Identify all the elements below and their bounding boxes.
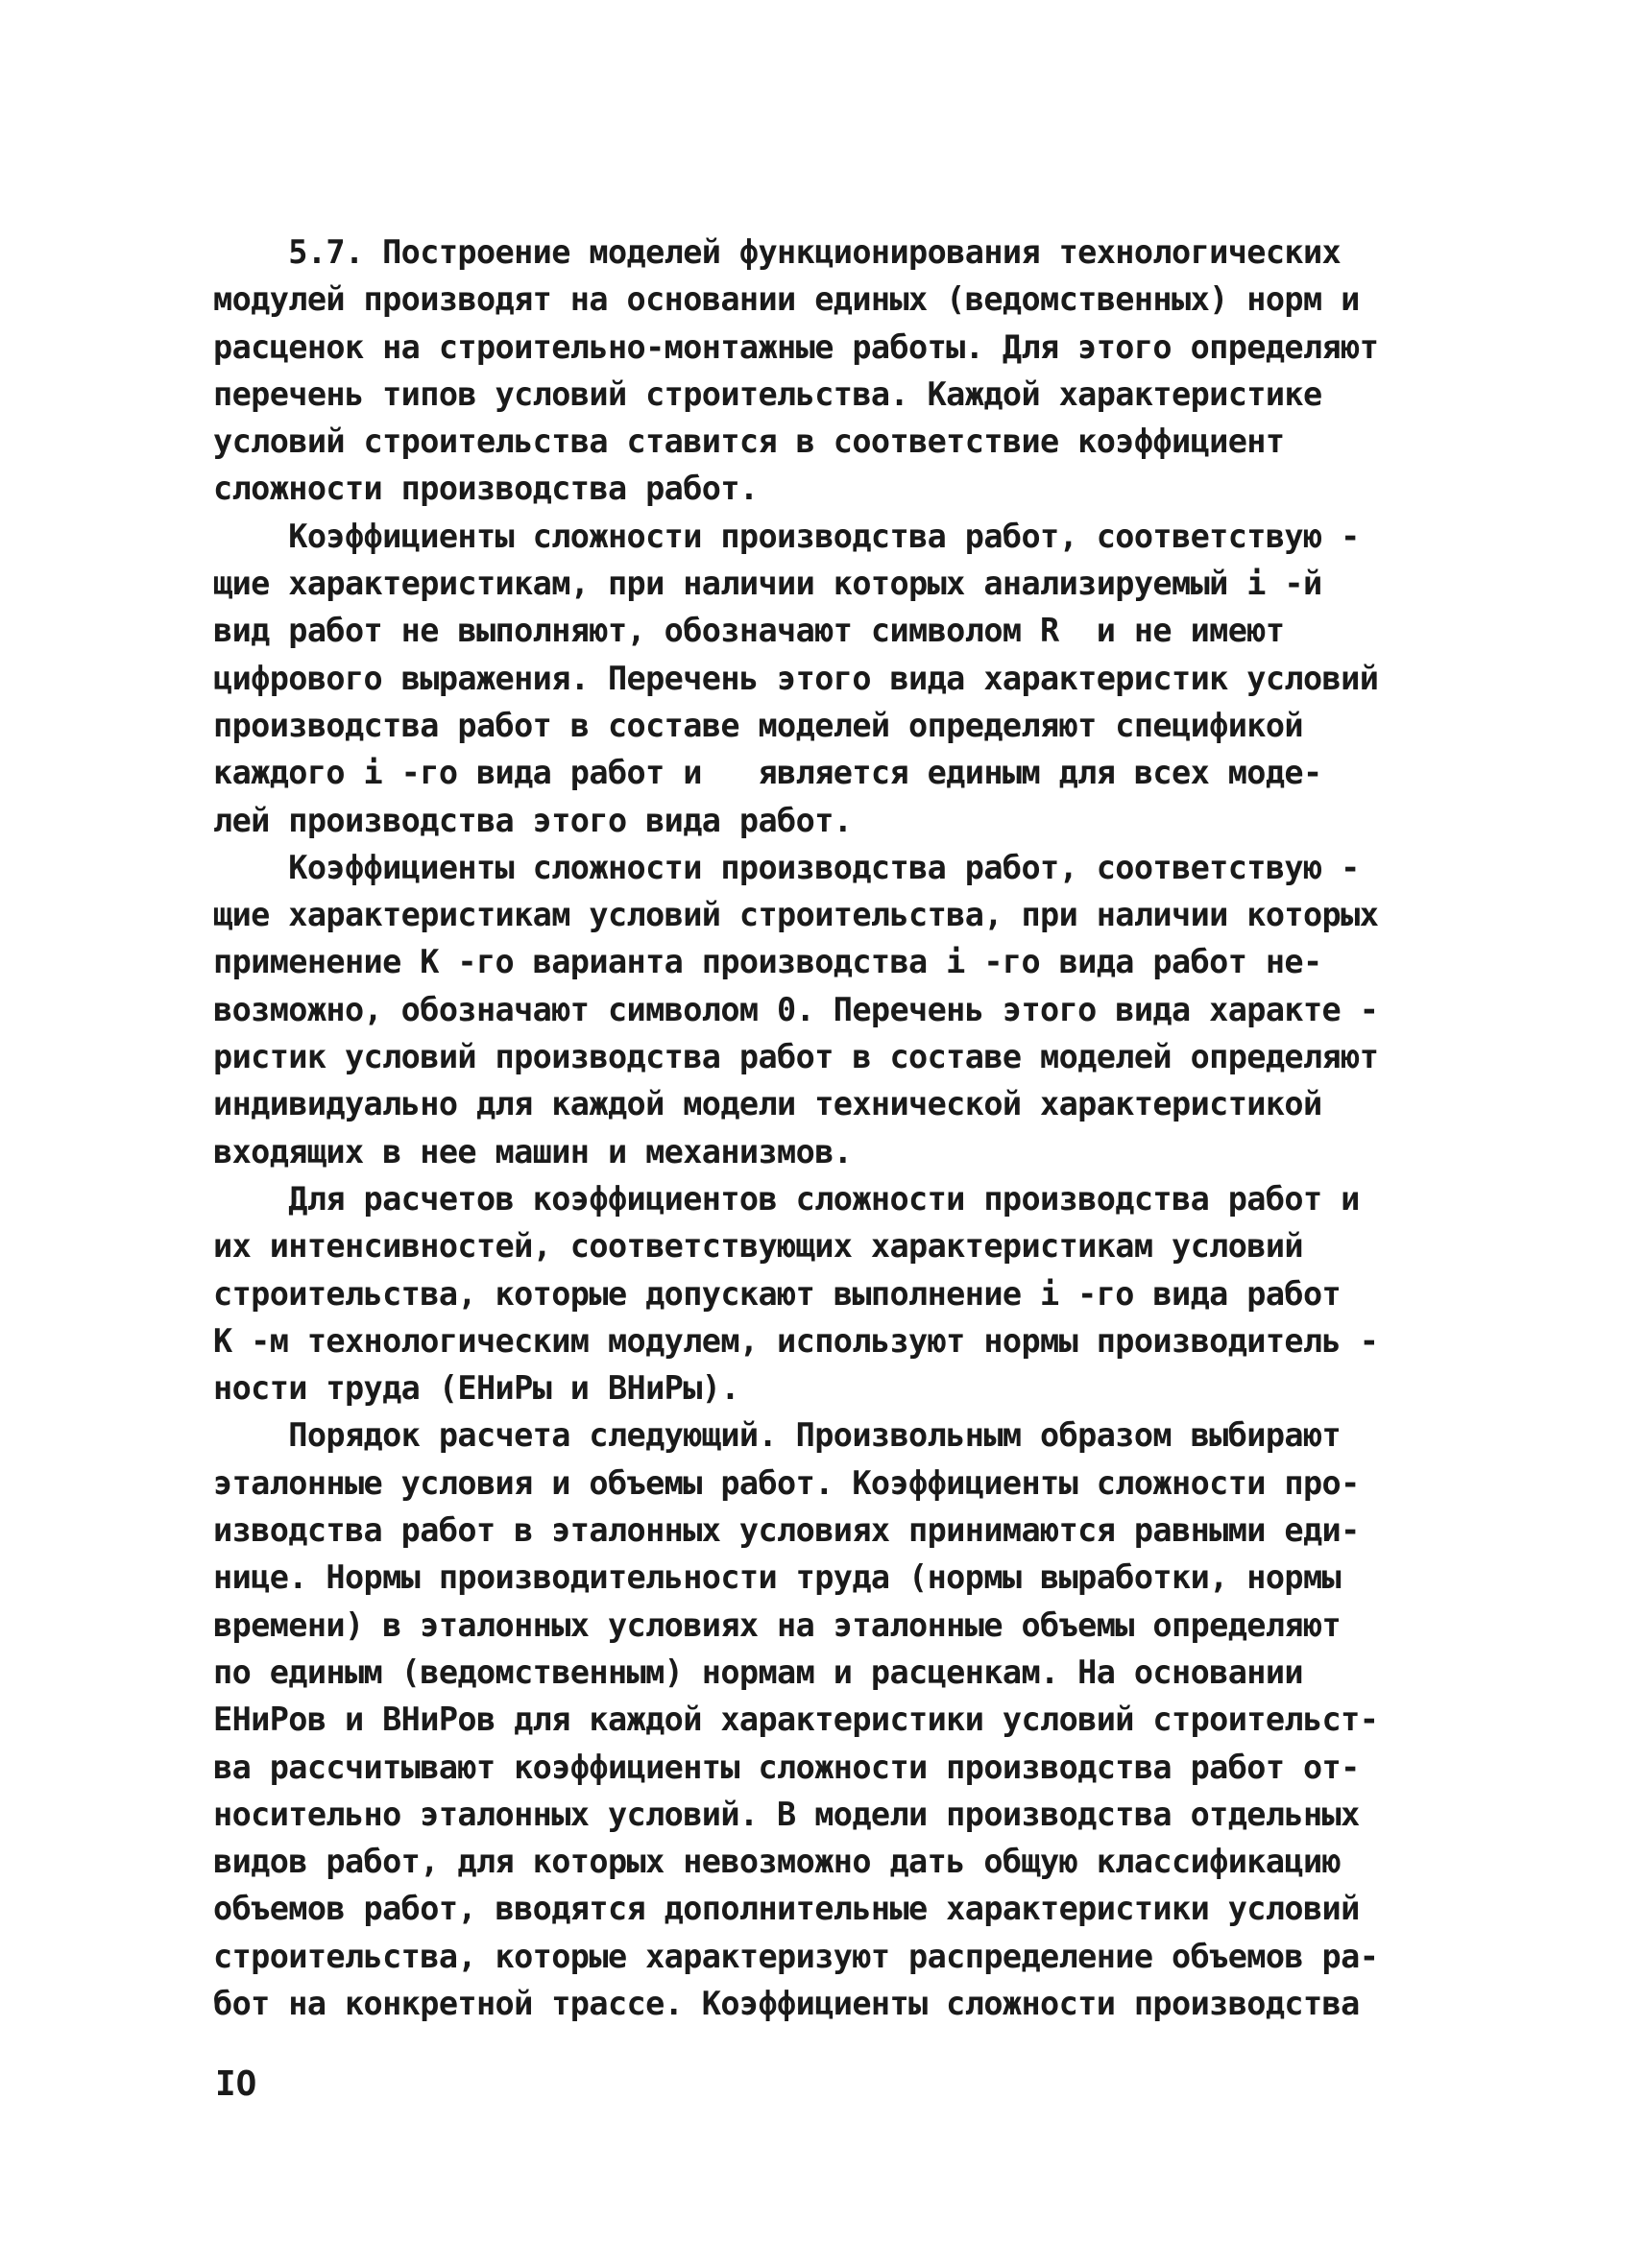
text-line: перечень типов условий строительства. Каждой характеристике [213, 374, 1322, 413]
text-line: изводства работ в эталонных условиях принимаются равными еди- [213, 1511, 1360, 1550]
text-line: Коэффициенты сложности производства работ, соответствую - [213, 517, 1360, 555]
text-line: 5.7. Построение моделей функционирования технологических [213, 233, 1342, 271]
text-line: расценок на строительно-монтажные работы. Для этого определяют [213, 327, 1379, 366]
text-line: времени) в эталонных условиях на эталонные объемы определяют [213, 1605, 1342, 1644]
text-line: ва рассчитывают коэффициенты сложности производства работ от- [213, 1748, 1360, 1786]
text-line: лей производства этого вида работ. [213, 801, 853, 839]
text-line: применение К -го варианта производства i -го вида работ не- [213, 943, 1322, 981]
text-line: носительно эталонных условий. В модели производства отдельных [213, 1795, 1360, 1833]
text-line: щие характеристикам условий строительства, при наличии которых [213, 896, 1379, 934]
text-line: Для расчетов коэффициентов сложности производства работ и [213, 1179, 1360, 1218]
text-line: вид работ не выполняют, обозначают символом R и не имеют [213, 612, 1285, 650]
text-line: модулей производят на основании единых (ведомственных) норм и [213, 280, 1360, 319]
text-line: щие характеристикам, при наличии которых анализируемый i -й [213, 565, 1322, 603]
text-line: входящих в нее машин и механизмов. [213, 1132, 853, 1170]
text-line: ности труда (ЕНиРы и ВНиРы). [213, 1369, 739, 1408]
text-line: их интенсивностей, соответствующих характеристикам условий [213, 1227, 1303, 1266]
text-line: индивидуально для каждой модели технической характеристикой [213, 1085, 1322, 1123]
text-line: каждого i -го вида работ и является единым для всех моде- [213, 754, 1322, 792]
text-line: по единым (ведомственным) нормам и расценкам. На основании [213, 1653, 1303, 1691]
text-line: строительства, которые характеризуют распределение объемов ра- [213, 1937, 1379, 1975]
text-line: строительства, которые допускают выполнение i -го вида работ [213, 1274, 1342, 1313]
text-line: возможно, обозначают символом 0. Перечень этого вида характе - [213, 990, 1379, 1028]
text-line: эталонные условия и объемы работ. Коэффициенты сложности про- [213, 1463, 1360, 1502]
text-line: ристик условий производства работ в составе моделей определяют [213, 1038, 1379, 1076]
text-line: Коэффициенты сложности производства работ, соответствую - [213, 848, 1360, 886]
text-line: сложности производства работ. [213, 470, 759, 508]
text-line: производства работ в составе моделей определяют спецификой [213, 706, 1303, 744]
text-line: условий строительства ставится в соответствие коэффициент [213, 422, 1285, 461]
text-line: объемов работ, вводятся дополнительные характеристики условий [213, 1890, 1360, 1928]
page-number: IO [215, 2064, 257, 2104]
text-line: бот на конкретной трассе. Коэффициенты сложности производства [213, 1984, 1360, 2022]
text-line: Порядок расчета следующий. Произвольным образом выбирают [213, 1416, 1342, 1455]
text-line: К -м технологическим модулем, используют нормы производитель - [213, 1321, 1379, 1360]
text-line: цифрового выражения. Перечень этого вида характеристик условий [213, 659, 1379, 697]
text-line: нице. Нормы производительности труда (нормы выработки, нормы [213, 1558, 1342, 1597]
text-line: ЕНиРов и ВНиРов для каждой характеристики условий строительст- [213, 1701, 1379, 1739]
body-text [213, 229, 1452, 2027]
text-line: видов работ, для которых невозможно дать общую классификацию [213, 1843, 1342, 1881]
